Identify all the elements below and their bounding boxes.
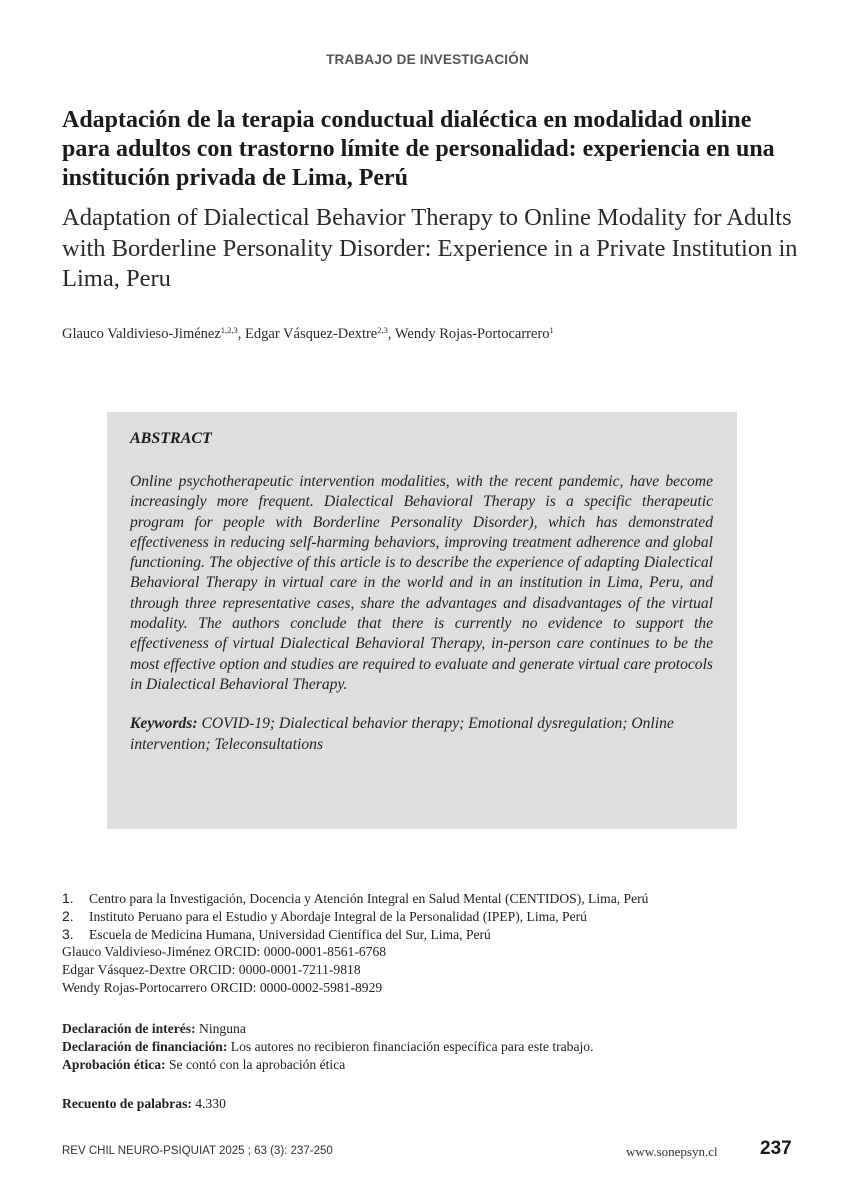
author-name: Wendy Rojas-Portocarrero [394, 326, 550, 342]
abstract-box [107, 412, 737, 829]
affiliation-item [62, 926, 802, 944]
abstract-text: Online psychotherapeutic intervention modalities, with the recent pandemic, have become increasingly more frequent. Dialectical Behavioral Therapy is a specific therapeutic program for people with Borderline Personality Disorder), which has demonstrated effectiveness in reducing self-harming behaviors, improving treatment adherence and global functioning. The objective of this article is to describe the experience of adapting Dialectical Behavioral Therapy in virtual care in the world and in an institution in Lima, Peru, and through three representative cases, share the advantages and disadvantages of the virtual modality. The authors conclude that there is currently no evidence to support the effectiveness of virtual Dialectical Behavioral Therapy, in-person care continues to be the most effective option and studies are required to evaluate and generate virtual care protocols in Dialectical Behavioral Therapy. [130, 473, 713, 693]
affiliation-number: 3. [62, 925, 74, 942]
declaration-value: Se contó con la aprobación ética [165, 1057, 346, 1072]
footer-journal-citation: REV CHIL NEURO-PSIQUIAT 2025 ; 63 (3): 237-250 [62, 1145, 333, 1157]
author-separator: , [387, 326, 395, 342]
declarations [62, 1020, 802, 1074]
author-name: Edgar Vásquez-Dextre [245, 326, 378, 342]
author-affiliation-marks: 2,3 [377, 325, 388, 335]
section-label: TRABAJO DE INVESTIGACIÓN [326, 52, 529, 67]
page-number: 237 [760, 1138, 792, 1159]
keywords-list: COVID-19; Dialectical behavior therapy; Emotional dysregulation; Online intervention; Teleconsultations [130, 715, 674, 753]
declaration-label: Declaración de interés: [62, 1021, 196, 1036]
orcid-line: Wendy Rojas-Portocarrero ORCID: 0000-0002-5981-8929 [62, 979, 383, 995]
author-affiliation-marks: 1,2,3 [220, 325, 238, 335]
declaration-value: Ninguna [195, 1021, 246, 1036]
keywords [130, 714, 713, 755]
affiliation-number: 2. [62, 907, 74, 924]
declaration-ethics [62, 1056, 802, 1074]
author-affiliation-marks: 1 [549, 325, 554, 335]
word-count-label: Recuento de palabras: [62, 1096, 192, 1111]
declaration-label: Declaración de financiación: [62, 1039, 228, 1054]
footer-website-link[interactable]: www.sonepsyn.cl [626, 1144, 718, 1159]
affiliation-text: Escuela de Medicina Humana, Universidad Científica del Sur, Lima, Perú [89, 926, 491, 942]
word-count [62, 1096, 802, 1112]
author-name: Glauco Valdivieso-Jiménez [62, 326, 221, 342]
affiliations [62, 890, 802, 997]
affiliation-item [62, 908, 802, 926]
affiliation-text: Instituto Peruano para el Estudio y Abordaje Integral de la Personalidad (IPEP), Lima, Perú [89, 908, 587, 924]
title-spanish: Adaptación de la terapia conductual dialéctica en modalidad online para adultos con trastorno límite de personalidad: experiencia en una institución privada de Lima, Perú [62, 107, 775, 191]
declaration-value: Los autores no recibieron financiación específica para este trabajo. [227, 1039, 594, 1054]
orcid-line: Edgar Vásquez-Dextre ORCID: 0000-0001-7211-9818 [62, 962, 361, 978]
affiliation-number: 1. [62, 890, 74, 906]
title-english: Adaptation of Dialectical Behavior Therapy to Online Modality for Adults with Borderline Personality Disorder: Experience in a Private Institution in Lima, Peru [62, 204, 798, 292]
orcid-line: Glauco Valdivieso-Jiménez ORCID: 0000-0001-8561-6768 [62, 944, 387, 960]
affiliation-text: Centro para la Investigación, Docencia y Atención Integral en Salud Mental (CENTIDOS), Lima, Perú [89, 891, 649, 906]
declaration-funding [62, 1038, 802, 1056]
declaration-label: Aprobación ética: [62, 1057, 166, 1072]
keywords-label: Keywords: [130, 715, 198, 733]
author-separator: , [237, 326, 246, 342]
abstract-heading: ABSTRACT [130, 430, 212, 447]
author-list [62, 326, 802, 343]
word-count-value: 4.330 [191, 1096, 226, 1111]
affiliation-item [62, 890, 802, 908]
declaration-interest [62, 1020, 802, 1038]
